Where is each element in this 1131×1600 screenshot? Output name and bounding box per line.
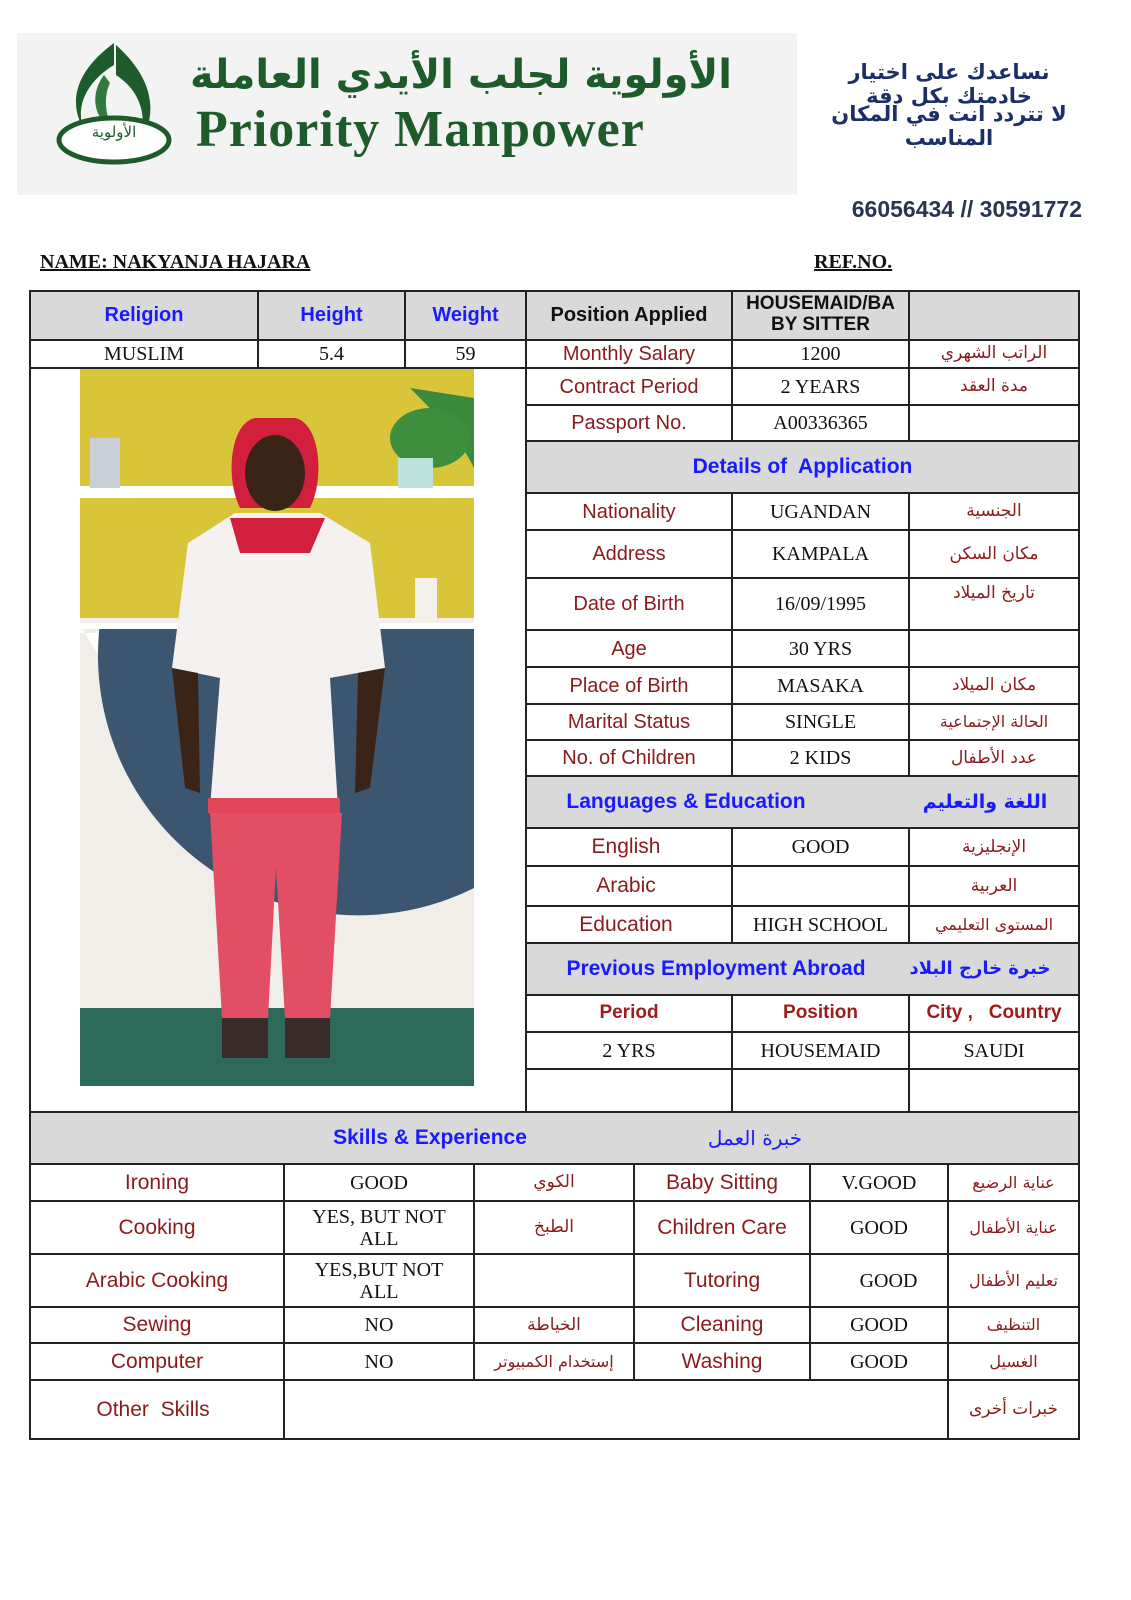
skill-children-care-arabic: عناية الأطفال bbox=[969, 1217, 1058, 1237]
skill-tutoring-value: GOOD bbox=[859, 1269, 918, 1292]
reference-number: REF.NO. bbox=[814, 251, 893, 273]
employment-period: 2 YRS bbox=[602, 1039, 656, 1062]
address-value: KAMPALA bbox=[771, 543, 870, 565]
weight-label: Weight bbox=[432, 304, 499, 326]
skill-baby-sitting-label: Baby Sitting bbox=[665, 1170, 779, 1194]
marital-status-label: Marital Status bbox=[567, 711, 691, 733]
passport-label: Passport No. bbox=[571, 412, 687, 434]
passport-value: A00336365 bbox=[773, 412, 868, 434]
skill-cleaning-value: GOOD bbox=[850, 1314, 908, 1336]
position-applied-value: HOUSEMAID/BA BY SITTER bbox=[746, 293, 895, 335]
city-country-header: City , Country bbox=[926, 1002, 1062, 1024]
dob-label: Date of Birth bbox=[573, 593, 685, 615]
contract-period-value: 2 YEARS bbox=[780, 375, 861, 398]
contract-period-arabic: مدة العقد bbox=[960, 376, 1028, 397]
skill-washing-value: GOOD bbox=[850, 1350, 908, 1373]
skill-sewing-value: NO bbox=[364, 1314, 394, 1336]
education-value: HIGH SCHOOL bbox=[753, 913, 888, 936]
employment-title-arabic: خبرة خارج البلاد bbox=[909, 958, 1051, 980]
skill-baby-sitting-value: V.GOOD bbox=[841, 1171, 917, 1194]
skill-ironing-arabic: الكوي bbox=[533, 1172, 575, 1193]
children-arabic: عدد الأطفال bbox=[950, 747, 1038, 768]
skill-tutoring-arabic: تعليم الأطفال bbox=[969, 1270, 1058, 1290]
skill-arabic-cooking-value: YES,BUT NOT ALL bbox=[314, 1258, 444, 1303]
skill-ironing-label: Ironing bbox=[124, 1170, 190, 1194]
place-of-birth-label: Place of Birth bbox=[569, 674, 689, 697]
languages-title: Languages & Education bbox=[566, 790, 806, 814]
skills-title: Skills & Experience bbox=[333, 1126, 527, 1150]
dob-value: 16/09/1995 bbox=[774, 593, 867, 615]
applicant-photo bbox=[80, 368, 474, 1086]
logo-emblem-icon bbox=[44, 35, 174, 165]
skill-tutoring-label: Tutoring bbox=[683, 1268, 761, 1292]
skill-cooking-label: Cooking bbox=[118, 1215, 196, 1239]
other-skills-label: Other Skills bbox=[96, 1397, 210, 1421]
children-label: No. of Children bbox=[562, 747, 696, 769]
languages-title-arabic: اللغة والتعليم bbox=[922, 790, 1048, 813]
details-title: Details of Application bbox=[692, 455, 913, 479]
skill-baby-sitting-arabic: عناية الرضيع bbox=[972, 1172, 1055, 1192]
period-header: Period bbox=[599, 1002, 659, 1024]
position-applied-label: Position Applied bbox=[550, 304, 708, 326]
other-skills-arabic: خبرات أخرى bbox=[968, 1399, 1059, 1420]
english-label: English bbox=[591, 835, 661, 859]
skill-cleaning-arabic: التنظيف bbox=[986, 1315, 1041, 1335]
religion-label: Religion bbox=[104, 304, 184, 326]
skill-cooking-arabic: الطبخ bbox=[534, 1217, 574, 1238]
marital-status-value: SINGLE bbox=[784, 711, 857, 733]
skill-sewing-arabic: الخياطة bbox=[527, 1314, 581, 1335]
dob-arabic: تاريخ الميلاد bbox=[953, 582, 1035, 603]
skill-sewing-label: Sewing bbox=[122, 1313, 192, 1337]
age-label: Age bbox=[611, 637, 647, 660]
skills-title-arabic: خبرة العمل bbox=[707, 1126, 803, 1150]
contract-period-label: Contract Period bbox=[559, 375, 699, 398]
skill-computer-value: NO bbox=[364, 1350, 394, 1373]
skill-washing-label: Washing bbox=[681, 1349, 763, 1373]
company-name-arabic: الأولوية لجلب الأيدي العاملة bbox=[190, 52, 732, 98]
marital-status-arabic: الحالة الإجتماعية bbox=[939, 712, 1049, 732]
arabic-value bbox=[732, 866, 909, 906]
skill-cleaning-label: Cleaning bbox=[680, 1313, 764, 1337]
skill-arabic-cooking-label: Arabic Cooking bbox=[85, 1268, 229, 1292]
age-value: 30 YRS bbox=[788, 637, 853, 660]
salary-label: Monthly Salary bbox=[562, 342, 696, 365]
skill-children-care-value: GOOD bbox=[850, 1216, 908, 1239]
children-value: 2 KIDS bbox=[789, 747, 852, 769]
employment-title: Previous Employment Abroad bbox=[566, 957, 866, 981]
nationality-arabic: الجنسية bbox=[966, 501, 1022, 522]
salary-value: 1200 bbox=[800, 342, 841, 365]
weight-value: 59 bbox=[455, 342, 476, 365]
company-name-english: Priority Manpower bbox=[196, 101, 645, 158]
slogan-line-2: لا تتردد انت في المكان المناسب bbox=[831, 102, 1067, 150]
skill-computer-arabic: إستخدام الكمبيوتر bbox=[494, 1351, 614, 1371]
arabic-label: Arabic bbox=[596, 874, 656, 898]
place-of-birth-value: MASAKA bbox=[777, 674, 864, 697]
employment-country: SAUDI bbox=[963, 1039, 1025, 1062]
education-label: Education bbox=[579, 912, 673, 936]
position-header: Position bbox=[783, 1002, 858, 1024]
applicant-name: NAME: NAKYANJA HAJARA bbox=[40, 251, 311, 273]
phone-numbers: 66056434 // 30591772 bbox=[851, 196, 1082, 222]
arabic-arabic: العربية bbox=[970, 875, 1018, 896]
skill-ironing-value: GOOD bbox=[350, 1171, 408, 1194]
english-arabic: الإنجليزية bbox=[961, 836, 1027, 857]
employment-position: HOUSEMAID bbox=[760, 1039, 881, 1062]
company-logo bbox=[44, 35, 174, 165]
slogan-line-1: نساعدك على اختيار خادمتك بكل دقة bbox=[848, 60, 1050, 108]
height-label: Height bbox=[300, 304, 363, 326]
address-arabic: مكان السكن bbox=[949, 543, 1039, 564]
religion-value: MUSLIM bbox=[103, 342, 184, 365]
education-arabic: المستوى التعليمي bbox=[934, 914, 1054, 934]
height-value: 5.4 bbox=[319, 342, 344, 365]
salary-arabic: الراتب الشهري bbox=[940, 343, 1048, 364]
address-label: Address bbox=[592, 543, 666, 565]
skill-computer-label: Computer bbox=[110, 1349, 204, 1373]
skill-children-care-label: Children Care bbox=[657, 1215, 787, 1239]
nationality-label: Nationality bbox=[582, 500, 676, 523]
skill-washing-arabic: الغسيل bbox=[989, 1351, 1038, 1371]
skill-cooking-value: YES, BUT NOT ALL bbox=[312, 1205, 446, 1250]
english-value: GOOD bbox=[791, 836, 850, 858]
logo-arabic-text: الأولوية bbox=[91, 123, 137, 141]
place-of-birth-arabic: مكان الميلاد bbox=[951, 675, 1037, 696]
nationality-value: UGANDAN bbox=[769, 500, 872, 523]
